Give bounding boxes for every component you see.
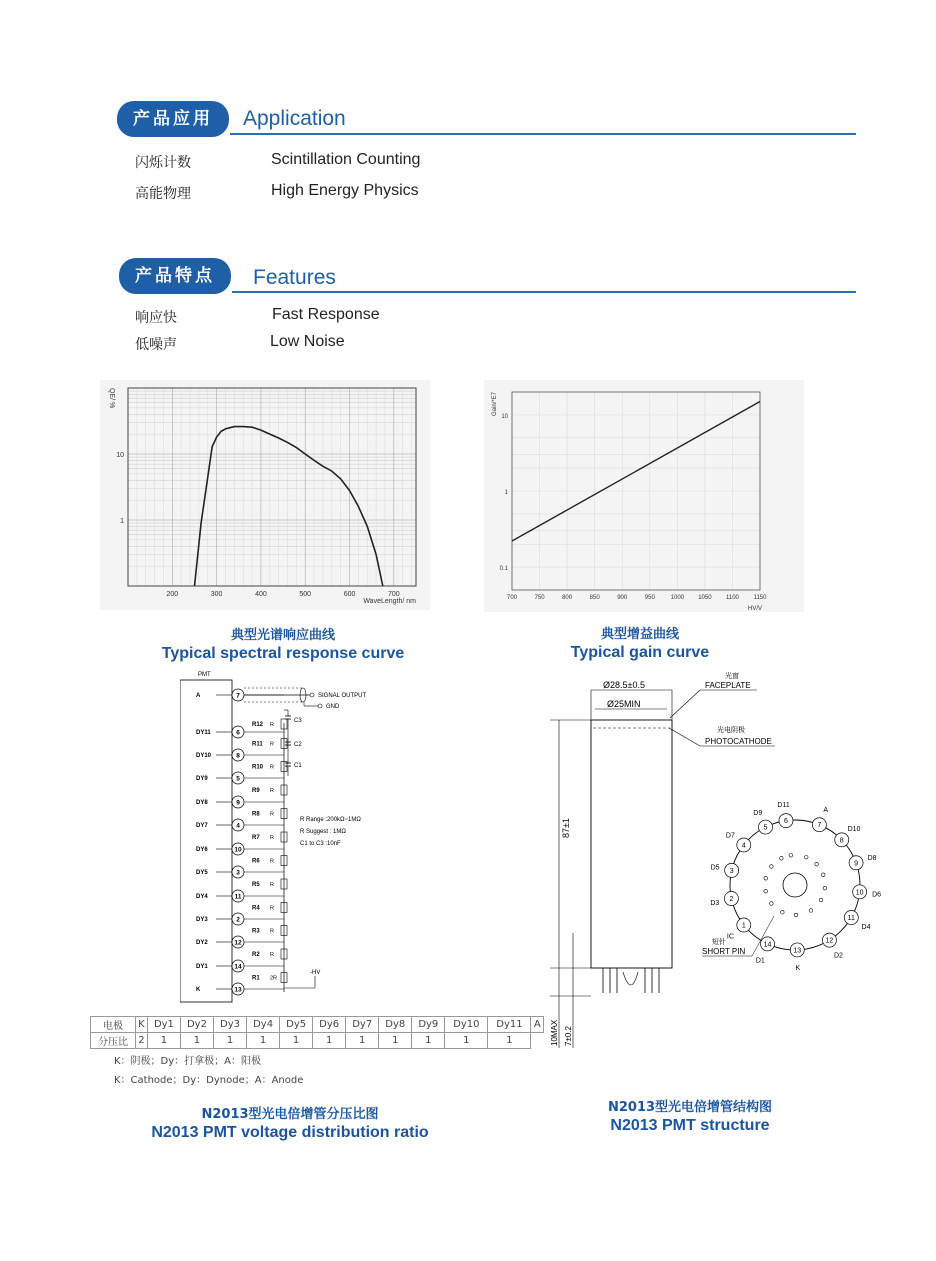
window-dimension: Ø25MIN [607, 699, 641, 709]
x-tick-label: 700 [388, 591, 400, 598]
ratio-header-cell: 电极 [91, 1017, 136, 1033]
base-pin-label: D10 [847, 826, 861, 834]
resistor-label: R5 [252, 882, 260, 888]
ratio-cell: 1 [412, 1033, 445, 1049]
ratio-header-cell: Dy3 [214, 1017, 247, 1033]
pin-number: 12 [234, 939, 242, 947]
gain-y-axis-label: Gain/*E7 [492, 392, 498, 417]
ratio-header-cell: Dy10 [445, 1017, 488, 1033]
electrode-label: DY10 [196, 753, 212, 759]
ratio-header-cell: A [531, 1017, 544, 1033]
gnd-label: GND [326, 704, 340, 710]
ratio-cell: 1 [379, 1033, 412, 1049]
pin-number: 9 [236, 799, 240, 807]
x-tick-label: 700 [506, 595, 518, 601]
features-badge: 产品特点 [119, 258, 231, 294]
base-pin-hole [764, 876, 768, 880]
base-pin-label: D6 [872, 891, 882, 899]
hv-label: -HV [310, 970, 321, 976]
base-pin-number: 6 [784, 818, 788, 826]
base-pin-label: IC [726, 933, 734, 941]
y-tick-label: 0.1 [499, 566, 508, 573]
x-tick-label: 900 [617, 595, 628, 601]
photocathode-cn: 光电阴极 [717, 727, 745, 734]
resistor-value: R [270, 928, 274, 935]
resistor-value: R [270, 905, 274, 912]
base-pin-hole [780, 856, 784, 860]
base-pin-label: A [823, 806, 829, 814]
faceplate-en: FACEPLATE [705, 681, 751, 690]
capacitor-label: C2 [294, 742, 302, 748]
ratio-header-cell: Dy5 [280, 1017, 313, 1033]
pin-number: 6 [236, 729, 240, 737]
ratio-header-cell: K [136, 1017, 148, 1033]
pin-number: 3 [236, 869, 240, 877]
resistor-label: R6 [252, 858, 260, 865]
resistor-value: R [270, 722, 274, 728]
spectral-caption-cn: 典型光谱响应曲线 [230, 628, 335, 643]
ratio-header-cell: Dy7 [346, 1017, 379, 1033]
pmt-structure-drawing [545, 668, 885, 1068]
ratio-table-row [91, 1033, 544, 1049]
resistor-value: R [270, 952, 274, 958]
base-pin-label: D7 [725, 832, 735, 840]
spectral-caption-en: Typical spectral response curve [161, 645, 405, 662]
base-pin-number: 9 [854, 860, 859, 868]
x-tick-label: 750 [534, 595, 545, 601]
electrode-label: K [196, 987, 201, 993]
features-item-cn: 低噪声 [135, 337, 177, 353]
application-divider [230, 133, 856, 135]
resistor-value: R [270, 764, 274, 771]
spectral-x-axis-label: WaveLength/ nm [363, 598, 416, 605]
circuit-note: R Suggest : 1MΩ [300, 829, 346, 835]
ratio-cell: 1 [346, 1033, 379, 1049]
resistor-label: R10 [252, 764, 264, 771]
base-pin-hole [794, 913, 798, 917]
base-pin-number: 1 [741, 922, 746, 930]
application-item-cn: 高能物理 [135, 186, 191, 202]
x-tick-label: 850 [589, 595, 600, 601]
x-tick-label: 1100 [725, 595, 739, 601]
faceplate-cn: 光窗 [725, 673, 739, 680]
resistor-value: R [270, 858, 274, 865]
base-pin-label: D5 [710, 864, 720, 872]
x-tick-label: 600 [343, 591, 356, 598]
ratio-header-cell: Dy1 [147, 1017, 180, 1033]
base-pin-number: 3 [729, 867, 734, 875]
x-tick-label: 400 [255, 591, 267, 598]
signal-output-label: SIGNAL OUTPUT [318, 693, 367, 699]
base-pin-label: D1 [755, 957, 765, 965]
electrode-label: DY3 [196, 917, 208, 923]
ratio-cell: 1 [147, 1033, 180, 1049]
electrode-label: DY8 [196, 800, 208, 806]
gain-caption-cn: 典型增益曲线 [600, 627, 679, 642]
features-item-en: Low Noise [270, 333, 345, 350]
pin-number: 5 [236, 775, 240, 783]
resistor-label: R12 [252, 722, 264, 728]
x-tick-label: 500 [299, 591, 312, 598]
pin-number: 13 [234, 986, 242, 994]
pin-length-dimension: 10MAX [550, 1019, 559, 1046]
base-pin-number: 12 [825, 937, 834, 945]
application-title: Application [243, 107, 346, 130]
application-badge: 产品应用 [117, 101, 229, 137]
structure-caption-cn: N2013型光电倍增管结构图 [607, 1100, 773, 1115]
x-tick-label: 1150 [753, 595, 767, 601]
gain-x-axis-label: HV/V [748, 606, 763, 612]
capacitor-label: C3 [294, 718, 302, 724]
photocathode-en: PHOTOCATHODE [705, 737, 772, 746]
pin-number: 4 [236, 822, 240, 830]
base-pin-hole [823, 886, 827, 890]
electrode-label: DY7 [196, 823, 208, 829]
y-tick-label: 10 [501, 413, 508, 420]
pin-number: 7 [236, 692, 240, 700]
base-pin-label: K [795, 964, 801, 972]
x-tick-label: 200 [166, 591, 179, 598]
features-item-cn: 响应快 [135, 310, 177, 326]
base-pin-number: 14 [763, 941, 772, 949]
base-pin-hole [770, 865, 774, 869]
resistor-value: R [270, 835, 274, 841]
features-divider [232, 291, 856, 293]
electrode-label: DY1 [196, 964, 208, 970]
voltage-ratio-table [90, 1016, 544, 1049]
ratio-cell: 1 [280, 1033, 313, 1049]
circuit-caption-en: N2013 PMT voltage distribution ratio [151, 1124, 429, 1141]
electrode-label: DY11 [196, 730, 211, 736]
gain-caption-en: Typical gain curve [570, 644, 710, 661]
resistor-value: R [270, 811, 274, 818]
resistor-label: R8 [252, 811, 260, 818]
base-pin-hole [789, 853, 793, 857]
resistor-label: R2 [252, 952, 260, 958]
resistor-label: R9 [252, 788, 260, 794]
resistor-value: R [270, 882, 274, 888]
base-pin-label: D11 [777, 801, 790, 809]
base-pin-label: D3 [710, 900, 720, 908]
ratio-header-cell: Dy6 [313, 1017, 346, 1033]
resistor-label: R7 [252, 835, 260, 841]
base-pin-label: D2 [833, 952, 843, 960]
base-pin-number: 11 [847, 915, 855, 922]
base-pin-hole [821, 873, 825, 877]
ratio-cell-empty [531, 1033, 544, 1049]
circuit-caption-cn: N2013型光电倍增管分压比图 [201, 1107, 379, 1122]
base-pin-label: D4 [861, 924, 871, 931]
application-item-en: High Energy Physics [271, 182, 419, 199]
ratio-cell: 1 [488, 1033, 531, 1049]
y-tick-label: 1 [504, 490, 508, 496]
base-pin-number: 7 [817, 822, 822, 830]
pin-number: 8 [236, 752, 240, 760]
ratio-header-cell: Dy4 [247, 1017, 280, 1033]
resistor-value: R [270, 788, 274, 794]
short-pin-cn: 短针 [712, 939, 726, 946]
features-item-en: Fast Response [272, 306, 380, 323]
base-pin-hole [809, 909, 813, 913]
application-item-cn: 闪烁计数 [135, 155, 191, 171]
ratio-legend-en: K：Cathode；Dy：Dynode；A：Anode [114, 1075, 304, 1086]
diameter-dimension: Ø28.5±0.5 [603, 680, 645, 690]
structure-caption-en: N2013 PMT structure [610, 1117, 770, 1134]
electrode-label: A [196, 693, 201, 699]
ratio-legend-cn: K：阴极；Dy：打拿极；A：阳极 [114, 1056, 262, 1067]
x-tick-label: 300 [210, 591, 223, 598]
electrode-label: DY9 [196, 776, 208, 782]
x-tick-label: 800 [562, 595, 573, 601]
base-pin-hole [781, 910, 785, 914]
base-pin-number: 8 [839, 837, 844, 845]
base-pin-hole [804, 855, 808, 859]
ratio-cell: 1 [313, 1033, 346, 1049]
ratio-header-cell: Dy8 [379, 1017, 412, 1033]
y-tick-label: 10 [116, 452, 124, 459]
base-pin-number: 2 [729, 896, 734, 904]
resistor-value: 2R [270, 975, 278, 982]
ratio-cell: 分压比 [91, 1033, 136, 1049]
resistor-value: R [270, 741, 274, 748]
short-pin-en: SHORT PIN [702, 947, 746, 956]
ratio-cell: 1 [180, 1033, 213, 1049]
x-tick-label: 1000 [670, 595, 685, 601]
capacitor-label: C1 [294, 763, 302, 769]
ratio-cell: 1 [445, 1033, 488, 1049]
pin-number: 14 [234, 963, 242, 971]
resistor-label: R11 [252, 741, 263, 748]
base-pin-label: D8 [867, 854, 877, 862]
resistor-label: R4 [252, 905, 260, 912]
ratio-cell: 2 [136, 1033, 148, 1049]
features-title: Features [253, 266, 336, 289]
electrode-label: DY6 [196, 847, 208, 853]
x-tick-label: 1050 [698, 595, 712, 601]
resistor-label: R3 [252, 928, 260, 935]
pin-number: 10 [234, 846, 242, 854]
base-pin-hole [764, 889, 768, 893]
application-item-en: Scintillation Counting [271, 151, 421, 168]
voltage-divider-circuit [180, 666, 400, 1006]
x-tick-label: 950 [644, 595, 655, 601]
gain-chart [484, 380, 804, 612]
length-dimension: 87±1 [561, 818, 571, 838]
pin-number: 2 [236, 916, 240, 924]
ratio-header-cell: Dy11 [488, 1017, 531, 1033]
ratio-cell: 1 [214, 1033, 247, 1049]
base-pin-hole [815, 862, 819, 866]
base-pin-hole [770, 902, 774, 906]
ratio-table-header-row [91, 1017, 544, 1033]
electrode-label: DY2 [196, 940, 208, 946]
ratio-header-cell: Dy9 [412, 1017, 445, 1033]
base-pin-hole [819, 898, 823, 902]
base-pin-number: 13 [793, 947, 802, 955]
y-tick-label: 1 [120, 518, 124, 525]
circuit-note: C1 to C3 :10nF [300, 841, 341, 847]
spectral-y-axis-label: QE/ % [108, 388, 115, 409]
ratio-cell: 1 [247, 1033, 280, 1049]
pmt-label: PMT [198, 672, 211, 678]
electrode-label: DY5 [196, 870, 208, 876]
pin-number: 11 [234, 893, 242, 901]
base-pin-number: 5 [763, 824, 768, 832]
spectral-response-chart [100, 380, 430, 610]
circuit-note: R Range :200kΩ~1MΩ [300, 817, 361, 823]
base-pin-label: D9 [753, 809, 763, 817]
electrode-label: DY4 [196, 894, 208, 900]
ratio-header-cell: Dy2 [180, 1017, 213, 1033]
pin-length-dimension-2: 7±0.2 [564, 1026, 573, 1046]
base-pin-number: 4 [741, 842, 746, 850]
base-pin-number: 10 [855, 889, 864, 897]
resistor-label: R1 [252, 975, 260, 982]
